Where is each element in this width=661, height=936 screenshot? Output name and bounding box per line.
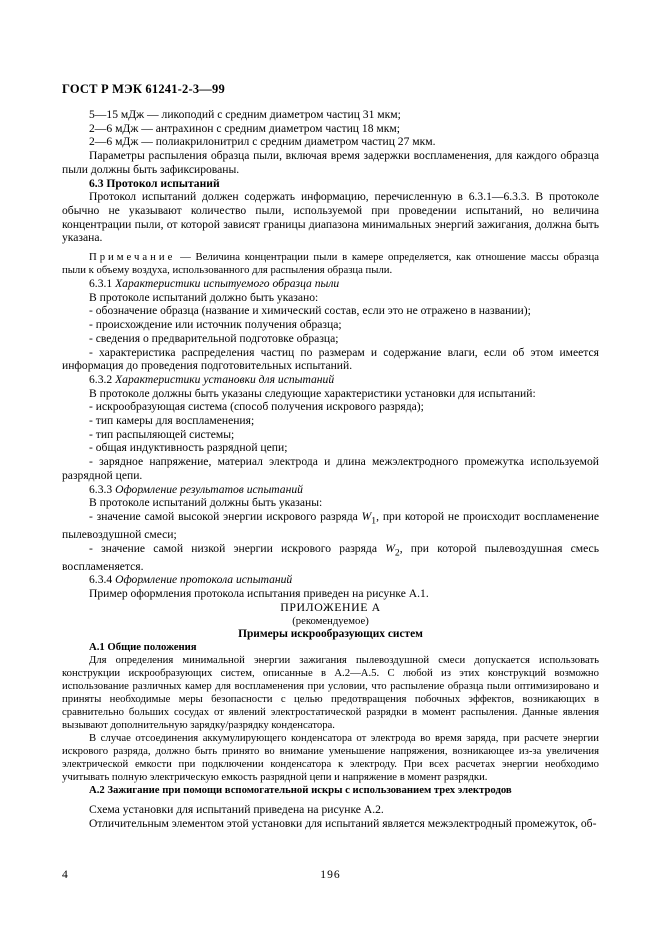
intro-line: 2—6 мДж — антрахинон с средним диаметром частиц 18 мкм;: [89, 121, 400, 135]
list-item: - значение самой высокой энергии искрового разряда $W_1$, при которой не происходит воспламенение пылевоздушной смеси;: [62, 509, 599, 541]
document-body: [62, 108, 599, 831]
note: [62, 251, 599, 277]
section-paragraph: Схема установки для испытаний приведена на рисунке А.2.: [89, 803, 384, 817]
variable-w2: W: [385, 541, 395, 555]
list-item: - обозначение образца (название и химический состав, если это не отражено в названии);: [89, 304, 531, 318]
appendix-subtitle: (рекомендуемое): [292, 614, 369, 627]
subsection-number: 6.3.1: [89, 277, 113, 291]
appendix-header: [62, 601, 599, 628]
section-paragraph: В случае отсоединения аккумулирующего конденсатора от электрода во время заряда, при расчете энергии искрового разряда, должно быть принято во внимание уменьшение напряжения, возникающее из-за увеличения электрической емкости при подключении конденсатора к электроду. При всех расчетах энергии необходимо учитывать полную электрическую емкость разрядной цепи и напряжение в момент разрядки.: [62, 732, 599, 784]
note-text: — Величина концентрации пыли в камере определяется, как отношение массы образца пыли к объему воздуха, использованного для распыления образца пыли.: [62, 251, 600, 277]
section-paragraph: Для определения минимальной энергии зажигания пылевоздушной смеси допускается использовать конструкции искрообразующих систем, описанные в А.2—А.5. С любой из этих конструкций возможно использование различных камер для воспламенения при условии, что распыление образца пыли оптимизировано и приняты необходимые меры безопасности с целью предотвращения побочных эффектов, возникающих в сравнительно больших сосудах от явлений электростатической разрядки в момент распыления. Данные явления вызывают дополнительную зарядку/разрядку конденсатора.: [62, 654, 599, 732]
list-item: - происхождение или источник получения образца;: [89, 318, 342, 332]
intro-line: 2—6 мДж — полиакрилонитрил с средним диаметром частиц 27 мкм.: [89, 135, 436, 149]
subsection-title: Характеристики испытуемого образца пыли: [115, 277, 340, 291]
list-item: - общая индуктивность разрядной цепи;: [89, 441, 288, 455]
appendix-title: ПРИЛОЖЕНИЕ А: [280, 599, 381, 614]
intro-line: 5—15 мДж — ликоподий с средним диаметром частиц 31 мкм;: [89, 108, 401, 121]
document-header: ГОСТ Р МЭК 61241-2-3—99: [62, 82, 225, 96]
section-paragraph: Отличительным элементом этой установки для испытаний является межэлектродный промежуток, об-: [89, 816, 597, 830]
subsection-title: Характеристики установки для испытаний: [115, 372, 335, 386]
variable-w1: W: [361, 509, 372, 523]
page-number-left: 4: [62, 868, 68, 881]
list-item: - зарядное напряжение, материал электрода и длина межэлектродного промежутка используемой разрядной цепи.: [62, 455, 599, 482]
subsection-heading-6-3-3: [62, 483, 599, 497]
note-label: Примечание: [89, 251, 176, 264]
list-item: - тип камеры для воспламенения;: [89, 414, 255, 428]
subsection-lead: В протоколе испытаний должно быть указано:: [89, 290, 319, 304]
subsection-lead: В протоколе должны быть указаны следующие характеристики установки для испытаний:: [89, 386, 536, 400]
section-heading-a2: А.2 Зажигание при помощи вспомогательной искры с использованием трех электродов: [89, 784, 512, 797]
subsection-number: 6.3.3: [89, 482, 113, 496]
list-item: - сведения о предварительной подготовке образца;: [89, 331, 339, 345]
subsection-title: Оформление протокола испытаний: [115, 573, 293, 587]
intro-paragraph: Параметры распыления образца пыли, включая время задержки воспламенения, для каждого образца пыли должны быть зафиксированы.: [62, 149, 599, 176]
section-paragraph: Протокол испытаний должен содержать информацию, перечисленную в 6.3.1—6.3.3. В протоколе обычно не указывают количество пыли, используемой при проведении испытаний, но величина концентрации пыли, от которой зависят границы диапазона минимальных энергий зажигания, должна быть указана.: [62, 190, 599, 245]
list-item: - характеристика распределения частиц по размерам и содержание влаги, если об этом имеется информация до проведения подготовительных испытаний.: [62, 345, 599, 373]
subsection-number: 6.3.4: [89, 573, 113, 587]
list-item: - искрообразующая система (способ получения искрового разряда);: [89, 400, 424, 414]
subsection-heading-6-3-1: [62, 277, 599, 291]
subsection-title: Оформление результатов испытаний: [115, 482, 303, 496]
list-item: - значение самой низкой энергии искрового разряда $W_2$, при которой пылевоздушная смесь воспламеняется.: [62, 541, 599, 573]
subsection-heading-6-3-4: [62, 573, 599, 587]
page-number-center: 196: [320, 868, 341, 881]
subsection-number: 6.3.2: [89, 372, 113, 386]
subsection-text: Пример оформления протокола испытания приведен на рисунке А.1.: [89, 587, 429, 601]
section-heading-a1: А.1 Общие положения: [89, 641, 197, 654]
list-item: - тип распыляющей системы;: [89, 427, 235, 441]
subsection-lead: В протоколе испытаний должны быть указаны:: [89, 496, 323, 510]
section-heading-6-3: 6.3 Протокол испытаний: [89, 176, 220, 190]
subsection-heading-6-3-2: [62, 373, 599, 387]
appendix-section-title: Примеры искрообразующих систем: [238, 627, 423, 640]
